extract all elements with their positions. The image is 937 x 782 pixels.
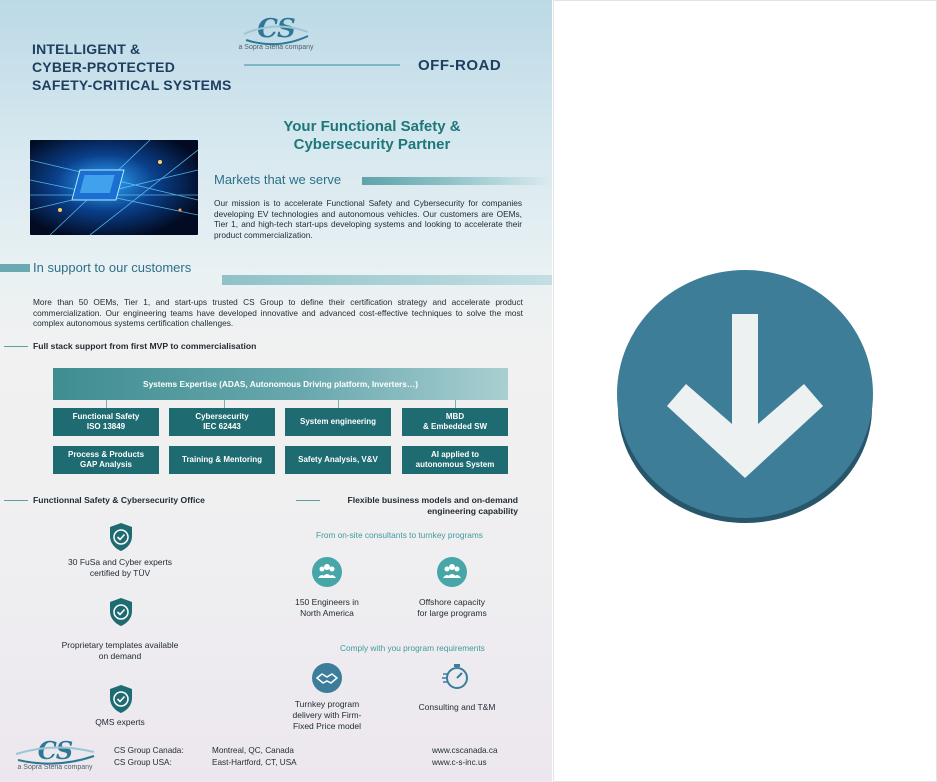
stopwatch-icon bbox=[441, 661, 471, 691]
business-item-line: North America bbox=[300, 608, 354, 618]
handshake-icon bbox=[312, 663, 342, 693]
shield-check-icon bbox=[108, 597, 134, 627]
box-line: IEC 62443 bbox=[203, 422, 241, 431]
box-line: Cybersecurity bbox=[195, 412, 249, 421]
markets-heading: Markets that we serve bbox=[214, 172, 342, 187]
hero-circuit-image bbox=[30, 140, 198, 235]
support-text: More than 50 OEMs, Tier 1, and start-ups trusted CS Group to define their certification strategy and accelerate product commercialization. Our engineering teams have developed innovative and advanced cost-effective techniques to solve the most complex autonomous systems certification challenges. bbox=[33, 297, 523, 328]
connector bbox=[455, 400, 456, 408]
cs-logo-mark: CS bbox=[257, 14, 295, 44]
box-system-engineering bbox=[285, 408, 391, 436]
business-sub-2: Comply with you program requirements bbox=[340, 643, 485, 653]
markets-text: Our mission is to accelerate Functional Safety and Cybersecurity for companies developing EV technologies and autonomous vehicles. Our customers are OEMs, Tier 1, and high-tech start-ups developing systems and looking to accelerate their product commercialization. bbox=[214, 198, 522, 240]
box-line: MBD bbox=[445, 412, 465, 421]
box-line: Functional Safety bbox=[72, 412, 140, 421]
box-line: ISO 13849 bbox=[86, 422, 126, 431]
title-line-3: SAFETY-CRITICAL SYSTEMS bbox=[32, 77, 232, 93]
systems-expertise-banner: Systems Expertise (ADAS, Autonomous Driving platform, Inverters…) bbox=[53, 368, 508, 400]
connector bbox=[338, 400, 339, 408]
support-stripe bbox=[222, 275, 552, 285]
business-item-turnkey bbox=[272, 699, 382, 732]
support-heading: In support to our customers bbox=[33, 260, 192, 275]
download-arrow-icon[interactable] bbox=[614, 268, 876, 526]
box-line: GAP Analysis bbox=[79, 460, 133, 469]
business-item-line: Fixed Price model bbox=[292, 721, 362, 731]
title-line-2: CYBER-PROTECTED bbox=[32, 59, 176, 75]
footer-label-canada: CS Group Canada: bbox=[114, 746, 184, 755]
box-functional-safety bbox=[53, 408, 159, 436]
footer-locations bbox=[212, 745, 297, 769]
box-cybersecurity bbox=[169, 408, 275, 436]
office-item-line: 30 FuSa and Cyber experts bbox=[68, 557, 172, 567]
people-group-icon bbox=[312, 557, 342, 587]
markets-stripe bbox=[362, 177, 552, 185]
title-line-1: INTELLIGENT & bbox=[32, 41, 141, 57]
office-heading: Functionnal Safety & Cybersecurity Office bbox=[33, 495, 205, 505]
connector bbox=[224, 400, 225, 408]
box-training bbox=[169, 446, 275, 474]
footer-labels bbox=[114, 745, 184, 769]
business-item-line: Turnkey program bbox=[294, 699, 360, 709]
business-heading-line: engineering capability bbox=[427, 506, 518, 516]
business-item-consulting: Consulting and T&M bbox=[418, 702, 496, 712]
box-ai bbox=[402, 446, 508, 474]
office-item-line: certified by TÜV bbox=[89, 568, 151, 578]
cs-logo-footer bbox=[10, 738, 100, 771]
segment-label: OFF-ROAD bbox=[418, 57, 502, 74]
box-line: & Embedded SW bbox=[422, 422, 487, 431]
shield-check-icon bbox=[108, 684, 134, 714]
footer-location-usa: East-Hartford, CT, USA bbox=[212, 758, 297, 767]
office-item-line: on demand bbox=[98, 651, 142, 661]
partner-heading bbox=[252, 118, 492, 154]
support-stripe-left bbox=[0, 264, 30, 272]
box-line: AI applied to bbox=[431, 450, 479, 459]
office-item-3: QMS experts bbox=[95, 717, 145, 727]
footer-location-canada: Montreal, QC, Canada bbox=[212, 746, 294, 755]
business-item-line: for large programs bbox=[417, 608, 487, 618]
box-safety-analysis bbox=[285, 446, 391, 474]
box-line: autonomous System bbox=[415, 460, 495, 469]
office-rule bbox=[4, 500, 28, 501]
footer-label-usa: CS Group USA: bbox=[114, 758, 172, 767]
box-line: Safety Analysis, V&V bbox=[298, 455, 378, 464]
business-heading bbox=[320, 495, 518, 517]
business-item-line: 150 Engineers in bbox=[295, 597, 359, 607]
title-divider bbox=[244, 64, 400, 66]
partner-line-2: Cybersecurity Partner bbox=[293, 136, 451, 153]
footer-url-usa[interactable]: www.c-s-inc.us bbox=[432, 758, 487, 767]
connector bbox=[106, 400, 107, 408]
people-group-icon bbox=[437, 557, 467, 587]
footer-urls bbox=[432, 745, 498, 769]
box-line: System engineering bbox=[299, 417, 377, 426]
business-sub-1: From on-site consultants to turnkey programs bbox=[316, 530, 483, 540]
office-item-line: Proprietary templates available bbox=[61, 640, 179, 650]
cs-logo-tagline: a Sopra Steria company bbox=[17, 764, 93, 771]
business-item-engineers bbox=[272, 597, 382, 619]
fullstack-heading: Full stack support from first MVP to commercialisation bbox=[33, 341, 257, 351]
box-gap-analysis bbox=[53, 446, 159, 474]
business-heading-line: Flexible business models and on-demand bbox=[347, 495, 518, 505]
shield-check-icon bbox=[108, 522, 134, 552]
download-panel bbox=[553, 0, 937, 782]
footer-url-canada[interactable]: www.cscanada.ca bbox=[432, 746, 498, 755]
fullstack-rule bbox=[4, 346, 28, 347]
box-mbd bbox=[402, 408, 508, 436]
main-title bbox=[32, 40, 262, 94]
business-rule bbox=[296, 500, 320, 501]
business-item-line: delivery with Firm- bbox=[292, 710, 362, 720]
business-item-offshore bbox=[397, 597, 507, 619]
partner-line-1: Your Functional Safety & bbox=[283, 118, 461, 135]
office-item-1 bbox=[40, 557, 200, 579]
business-item-line: Offshore capacity bbox=[419, 597, 485, 607]
office-item-2 bbox=[30, 640, 210, 662]
cs-logo-swoosh-icon bbox=[14, 739, 96, 765]
cs-logo-tagline: a Sopra Steria company bbox=[238, 44, 314, 51]
box-line: Training & Mentoring bbox=[182, 455, 262, 464]
box-line: Process & Products bbox=[67, 450, 145, 459]
cs-logo-mark: CS bbox=[37, 736, 73, 765]
